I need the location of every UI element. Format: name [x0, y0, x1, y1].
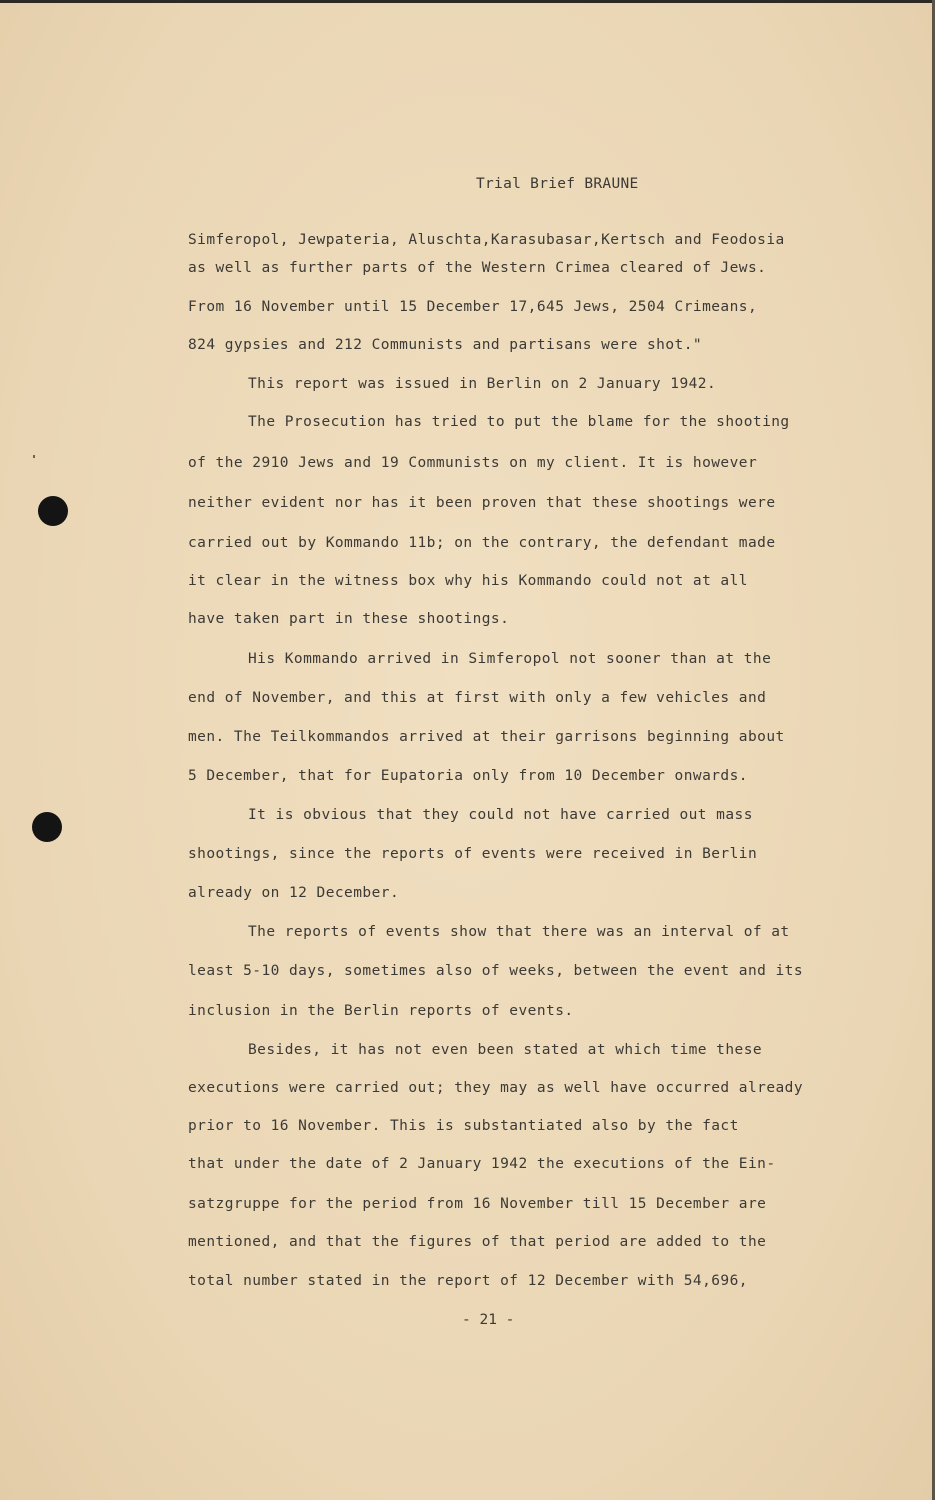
text-line: it clear in the witness box why his Kommando could not at all: [188, 573, 748, 589]
text-line: His Kommando arrived in Simferopol not sooner than at the: [248, 651, 772, 667]
text-line: of the 2910 Jews and 19 Communists on my client. It is however: [188, 455, 758, 471]
text-line: that under the date of 2 January 1942 the executions of the Ein-: [188, 1156, 776, 1172]
text-line: total number stated in the report of 12 December with 54,696,: [188, 1273, 748, 1289]
text-line: satzgruppe for the period from 16 November till 15 December are: [188, 1196, 767, 1212]
text-line: mentioned, and that the figures of that period are added to the: [188, 1234, 767, 1250]
text-line: shootings, since the reports of events were received in Berlin: [188, 846, 758, 862]
text-line: The reports of events show that there was an interval of at: [248, 924, 790, 940]
text-line: executions were carried out; they may as well have occurred already: [188, 1080, 804, 1096]
text-line: men. The Teilkommandos arrived at their garrisons beginning about: [188, 729, 785, 745]
text-line: The Prosecution has tried to put the blame for the shooting: [248, 414, 790, 430]
text-line: This report was issued in Berlin on 2 January 1942.: [248, 376, 717, 392]
stray-mark: [33, 455, 35, 458]
text-line: as well as further parts of the Western Crimea cleared of Jews.: [188, 260, 767, 276]
text-line: least 5-10 days, sometimes also of weeks, between the event and its: [188, 963, 804, 979]
text-line: end of November, and this at first with only a few vehicles and: [188, 690, 767, 706]
punch-hole-icon: [32, 812, 62, 842]
text-line: neither evident nor has it been proven that these shootings were: [188, 495, 776, 511]
document-header: Trial Brief BRAUNE: [476, 176, 639, 192]
page-edge-top: [0, 0, 935, 3]
text-line: 824 gypsies and 212 Communists and partisans were shot.": [188, 337, 703, 353]
text-line: Simferopol, Jewpateria, Aluschta,Karasubasar,Kertsch and Feodosia: [188, 232, 785, 248]
text-line: Besides, it has not even been stated at which time these: [248, 1042, 763, 1058]
text-line: It is obvious that they could not have carried out mass: [248, 807, 753, 823]
text-line: have taken part in these shootings.: [188, 611, 510, 627]
text-line: prior to 16 November. This is substantiated also by the fact: [188, 1118, 739, 1134]
page-number: - 21 -: [462, 1312, 515, 1328]
punch-hole-icon: [38, 496, 68, 526]
text-line: already on 12 December.: [188, 885, 400, 901]
text-line: inclusion in the Berlin reports of events.: [188, 1003, 574, 1019]
text-line: carried out by Kommando 11b; on the contrary, the defendant made: [188, 535, 776, 551]
text-line: From 16 November until 15 December 17,645 Jews, 2504 Crimeans,: [188, 299, 758, 315]
text-line: 5 December, that for Eupatoria only from 10 December onwards.: [188, 768, 748, 784]
